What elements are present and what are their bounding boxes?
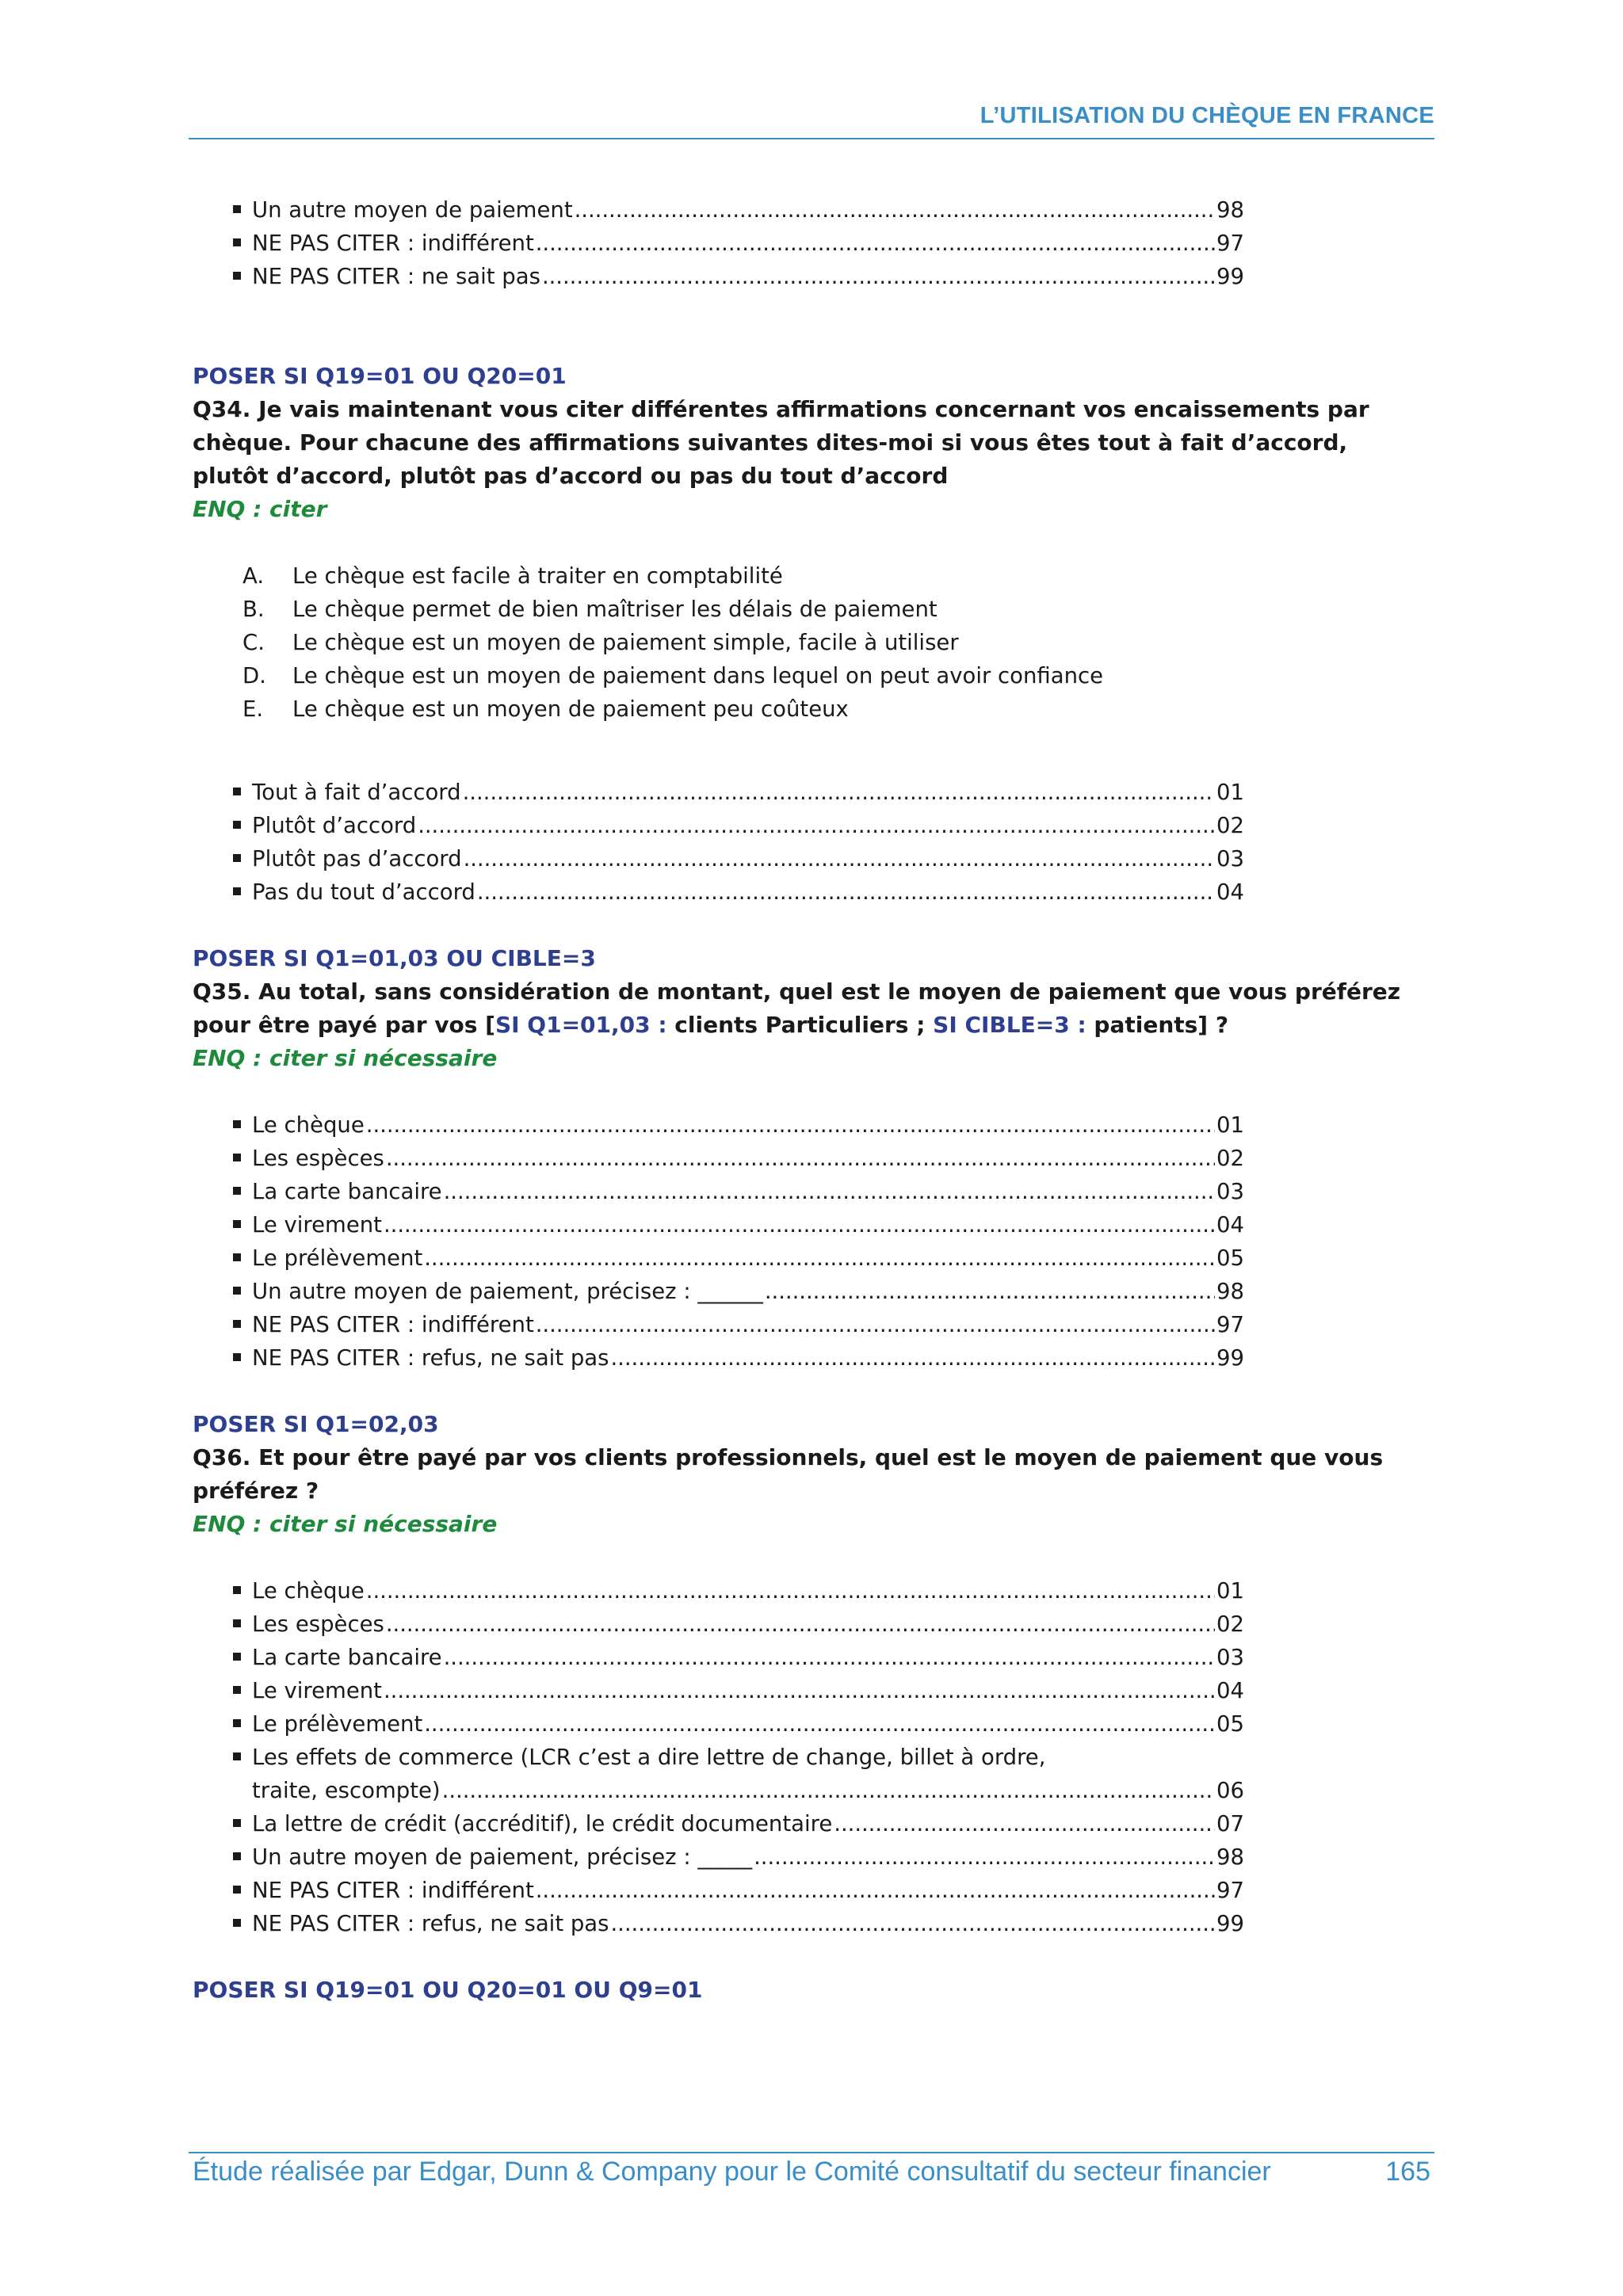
bullet-icon — [233, 1220, 241, 1228]
next-condition: POSER SI Q19=01 OU Q20=01 OU Q9=01 — [193, 1977, 703, 2003]
list-item: NE PAS CITER : ne sait pas . . . 99 — [252, 260, 1244, 293]
q36-option-list — [193, 1574, 1437, 1940]
leader-dots — [754, 1840, 1215, 1874]
bullet-icon — [233, 1852, 241, 1860]
leader-dots — [386, 1608, 1215, 1641]
leader-dots — [834, 1807, 1215, 1840]
q35-question: Q35. Au total, sans considération de montant, quel est le moyen de paiement que vous préférez pour être payé par vos [SI Q1=01,03 : clients Particuliers ; SI CIBLE=3 : patients] ? — [193, 978, 1401, 1038]
q34-option-list — [193, 776, 1437, 909]
bullet-icon — [233, 1753, 241, 1760]
leader-dots — [610, 1341, 1215, 1375]
bullet-icon — [233, 1719, 241, 1727]
q36-enq-instruction: ENQ : citer si nécessaire — [193, 1511, 498, 1537]
list-item: Les effets de commerce (LCR c’est a dire lettre de change, billet à ordre, traite, escompte) . . . 06 — [252, 1741, 1244, 1807]
list-item: NE PAS CITER : indifférent . . . 97 — [252, 1874, 1244, 1907]
list-item: Pas du tout d’accord . . . 04 — [252, 875, 1244, 909]
bullet-icon — [233, 887, 241, 895]
leader-dots — [442, 1774, 1215, 1807]
list-item: Le prélèvement . . . 05 — [252, 1241, 1244, 1275]
leader-dots — [610, 1907, 1215, 1940]
bullet-icon — [233, 1187, 241, 1195]
list-item: Plutôt d’accord . . . 02 — [252, 809, 1244, 842]
list-item: La carte bancaire . . . 03 — [252, 1641, 1244, 1674]
bullet-icon — [233, 1653, 241, 1661]
leader-dots — [384, 1208, 1215, 1241]
leader-dots — [418, 809, 1215, 842]
q34-condition: POSER SI Q19=01 OU Q20=01 — [193, 363, 567, 389]
leader-dots — [575, 193, 1215, 227]
list-item: La carte bancaire . . . 03 — [252, 1175, 1244, 1208]
q36-condition: POSER SI Q1=02,03 — [193, 1411, 439, 1437]
list-item: Les espèces . . . 02 — [252, 1142, 1244, 1175]
leader-dots — [536, 227, 1215, 260]
list-item: Le chèque . . . 01 — [252, 1108, 1244, 1142]
bullet-icon — [233, 1686, 241, 1694]
leader-dots — [424, 1241, 1215, 1275]
statement-item: A. Le chèque est facile à traiter en comptabilité — [242, 563, 783, 589]
bullet-icon — [233, 1619, 241, 1627]
leader-dots — [386, 1142, 1215, 1175]
bullet-icon — [233, 1120, 241, 1128]
leader-dots — [366, 1108, 1215, 1142]
running-header: L’UTILISATION DU CHÈQUE EN FRANCE — [980, 103, 1434, 128]
bullet-icon — [233, 238, 241, 246]
footer-rule — [189, 2152, 1434, 2153]
statement-item: C. Le chèque est un moyen de paiement simple, facile à utiliser — [242, 630, 959, 655]
bullet-icon — [233, 1919, 241, 1927]
list-item: Un autre moyen de paiement, précisez : ______ . . . 98 — [252, 1275, 1244, 1308]
bullet-icon — [233, 1154, 241, 1161]
list-item: Un autre moyen de paiement, précisez : _____ . . . 98 — [252, 1840, 1244, 1874]
bullet-icon — [233, 788, 241, 795]
leader-dots — [765, 1275, 1215, 1308]
leader-dots — [463, 776, 1215, 809]
list-item: NE PAS CITER : indifférent . . . 97 — [252, 1308, 1244, 1341]
page-footer — [193, 2157, 1430, 2187]
bullet-icon — [233, 821, 241, 829]
leader-dots — [477, 875, 1215, 909]
top-option-list — [193, 193, 1437, 293]
q34-statement-list — [193, 559, 1437, 726]
bullet-icon — [233, 272, 241, 280]
bullet-icon — [233, 1586, 241, 1594]
list-item: NE PAS CITER : indifférent . . . 97 — [252, 227, 1244, 260]
bullet-icon — [233, 1320, 241, 1328]
leader-dots — [424, 1707, 1215, 1741]
page-content — [193, 193, 1437, 2007]
leader-dots — [542, 260, 1215, 293]
leader-dots — [536, 1308, 1215, 1341]
leader-dots — [384, 1674, 1215, 1707]
q35-condition: POSER SI Q1=01,03 OU CIBLE=3 — [193, 945, 596, 971]
bullet-icon — [233, 854, 241, 862]
list-item: Plutôt pas d’accord . . . 03 — [252, 842, 1244, 875]
page-number: 165 — [1385, 2157, 1430, 2187]
statement-item: D. Le chèque est un moyen de paiement dans lequel on peut avoir confiance — [242, 663, 1104, 688]
list-item: NE PAS CITER : refus, ne sait pas . . . 99 — [252, 1341, 1244, 1375]
list-item: Tout à fait d’accord . . . 01 — [252, 776, 1244, 809]
list-item: Un autre moyen de paiement . . . 98 — [252, 193, 1244, 227]
bullet-icon — [233, 1287, 241, 1295]
statement-item: E. Le chèque est un moyen de paiement peu coûteux — [242, 696, 849, 722]
bullet-icon — [233, 1886, 241, 1894]
list-item: NE PAS CITER : refus, ne sait pas . . . 99 — [252, 1907, 1244, 1940]
leader-dots — [536, 1874, 1215, 1907]
statement-item: B. Le chèque permet de bien maîtriser les délais de paiement — [242, 597, 938, 622]
q36-question: Q36. Et pour être payé par vos clients professionnels, quel est le moyen de paiement que vous préférez ? — [193, 1444, 1384, 1504]
list-item: La lettre de crédit (accréditif), le crédit documentaire . . . 07 — [252, 1807, 1244, 1840]
leader-dots — [444, 1175, 1215, 1208]
q35-option-list — [193, 1108, 1437, 1375]
footer-text: Étude réalisée par Edgar, Dunn & Company pour le Comité consultatif du secteur financier — [193, 2157, 1271, 2187]
q34-question: Q34. Je vais maintenant vous citer différentes affirmations concernant vos encaissements par chèque. Pour chacune des affirmations suivantes dites-moi si vous êtes tout à fait d’accord, plutôt d’accord, plutôt pas d’accord ou pas du tout d’accord — [193, 396, 1369, 489]
list-item: Les espèces . . . 02 — [252, 1608, 1244, 1641]
list-item: Le chèque . . . 01 — [252, 1574, 1244, 1608]
q35-enq-instruction: ENQ : citer si nécessaire — [193, 1045, 498, 1071]
list-item: Le prélèvement . . . 05 — [252, 1707, 1244, 1741]
leader-dots — [464, 842, 1215, 875]
leader-dots — [444, 1641, 1215, 1674]
bullet-icon — [233, 1253, 241, 1261]
q34-enq-instruction: ENQ : citer — [193, 496, 327, 522]
bullet-icon — [233, 205, 241, 213]
bullet-icon — [233, 1353, 241, 1361]
list-item: Le virement . . . 04 — [252, 1674, 1244, 1707]
list-item: Le virement . . . 04 — [252, 1208, 1244, 1241]
leader-dots — [366, 1574, 1215, 1608]
header-rule — [189, 138, 1434, 139]
bullet-icon — [233, 1819, 241, 1827]
